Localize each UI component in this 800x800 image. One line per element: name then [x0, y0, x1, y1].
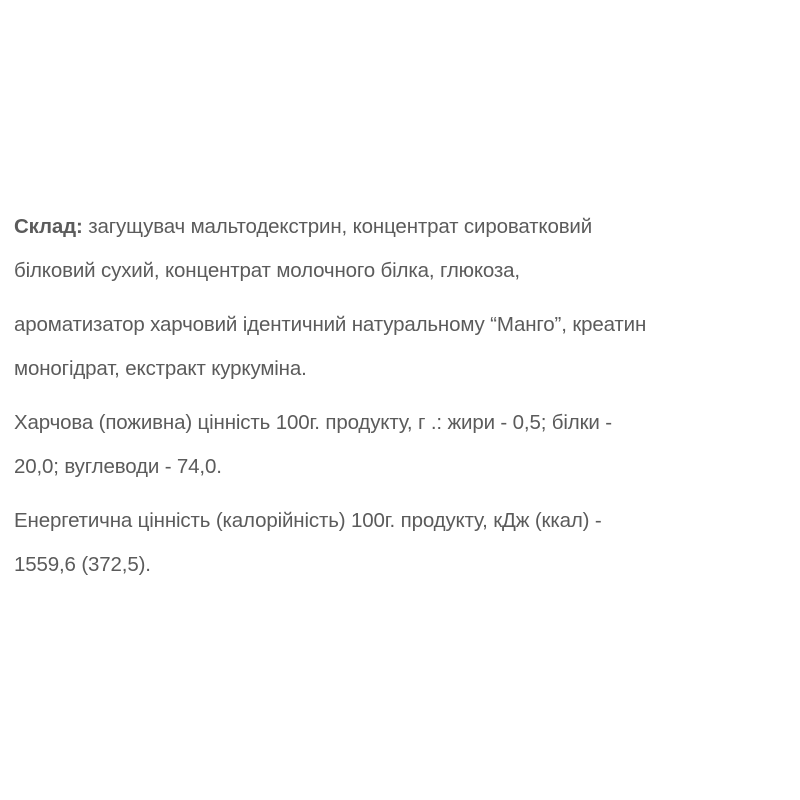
ingredients-paragraph	[14, 205, 794, 293]
flavoring-line-1: ароматизатор харчовий ідентичний натуральному “Манго”, креатин	[14, 313, 647, 336]
energy-paragraph	[14, 499, 794, 587]
composition-label: Склад:	[14, 215, 83, 238]
ingredients-line-1: загущувач мальтодекстрин, концентрат сироватковий	[82, 215, 593, 238]
energy-line-2: 1559,6 (372,5).	[14, 553, 151, 576]
nutrition-line-1: Харчова (поживна) цінність 100г. продукту, г .: жири - 0,5; білки -	[14, 411, 612, 434]
nutrition-line-2: 20,0; вуглеводи - 74,0.	[14, 455, 222, 478]
flavoring-line-2: моногідрат, екстракт куркуміна.	[14, 357, 307, 380]
flavoring-paragraph	[14, 303, 794, 391]
ingredients-line-2: білковий сухий, концентрат молочного білка, глюкоза,	[14, 259, 520, 282]
energy-line-1: Енергетична цінність (калорійність) 100г. продукту, кДж (ккал) -	[14, 509, 602, 532]
product-composition-text	[14, 205, 794, 597]
nutrition-paragraph	[14, 401, 794, 489]
